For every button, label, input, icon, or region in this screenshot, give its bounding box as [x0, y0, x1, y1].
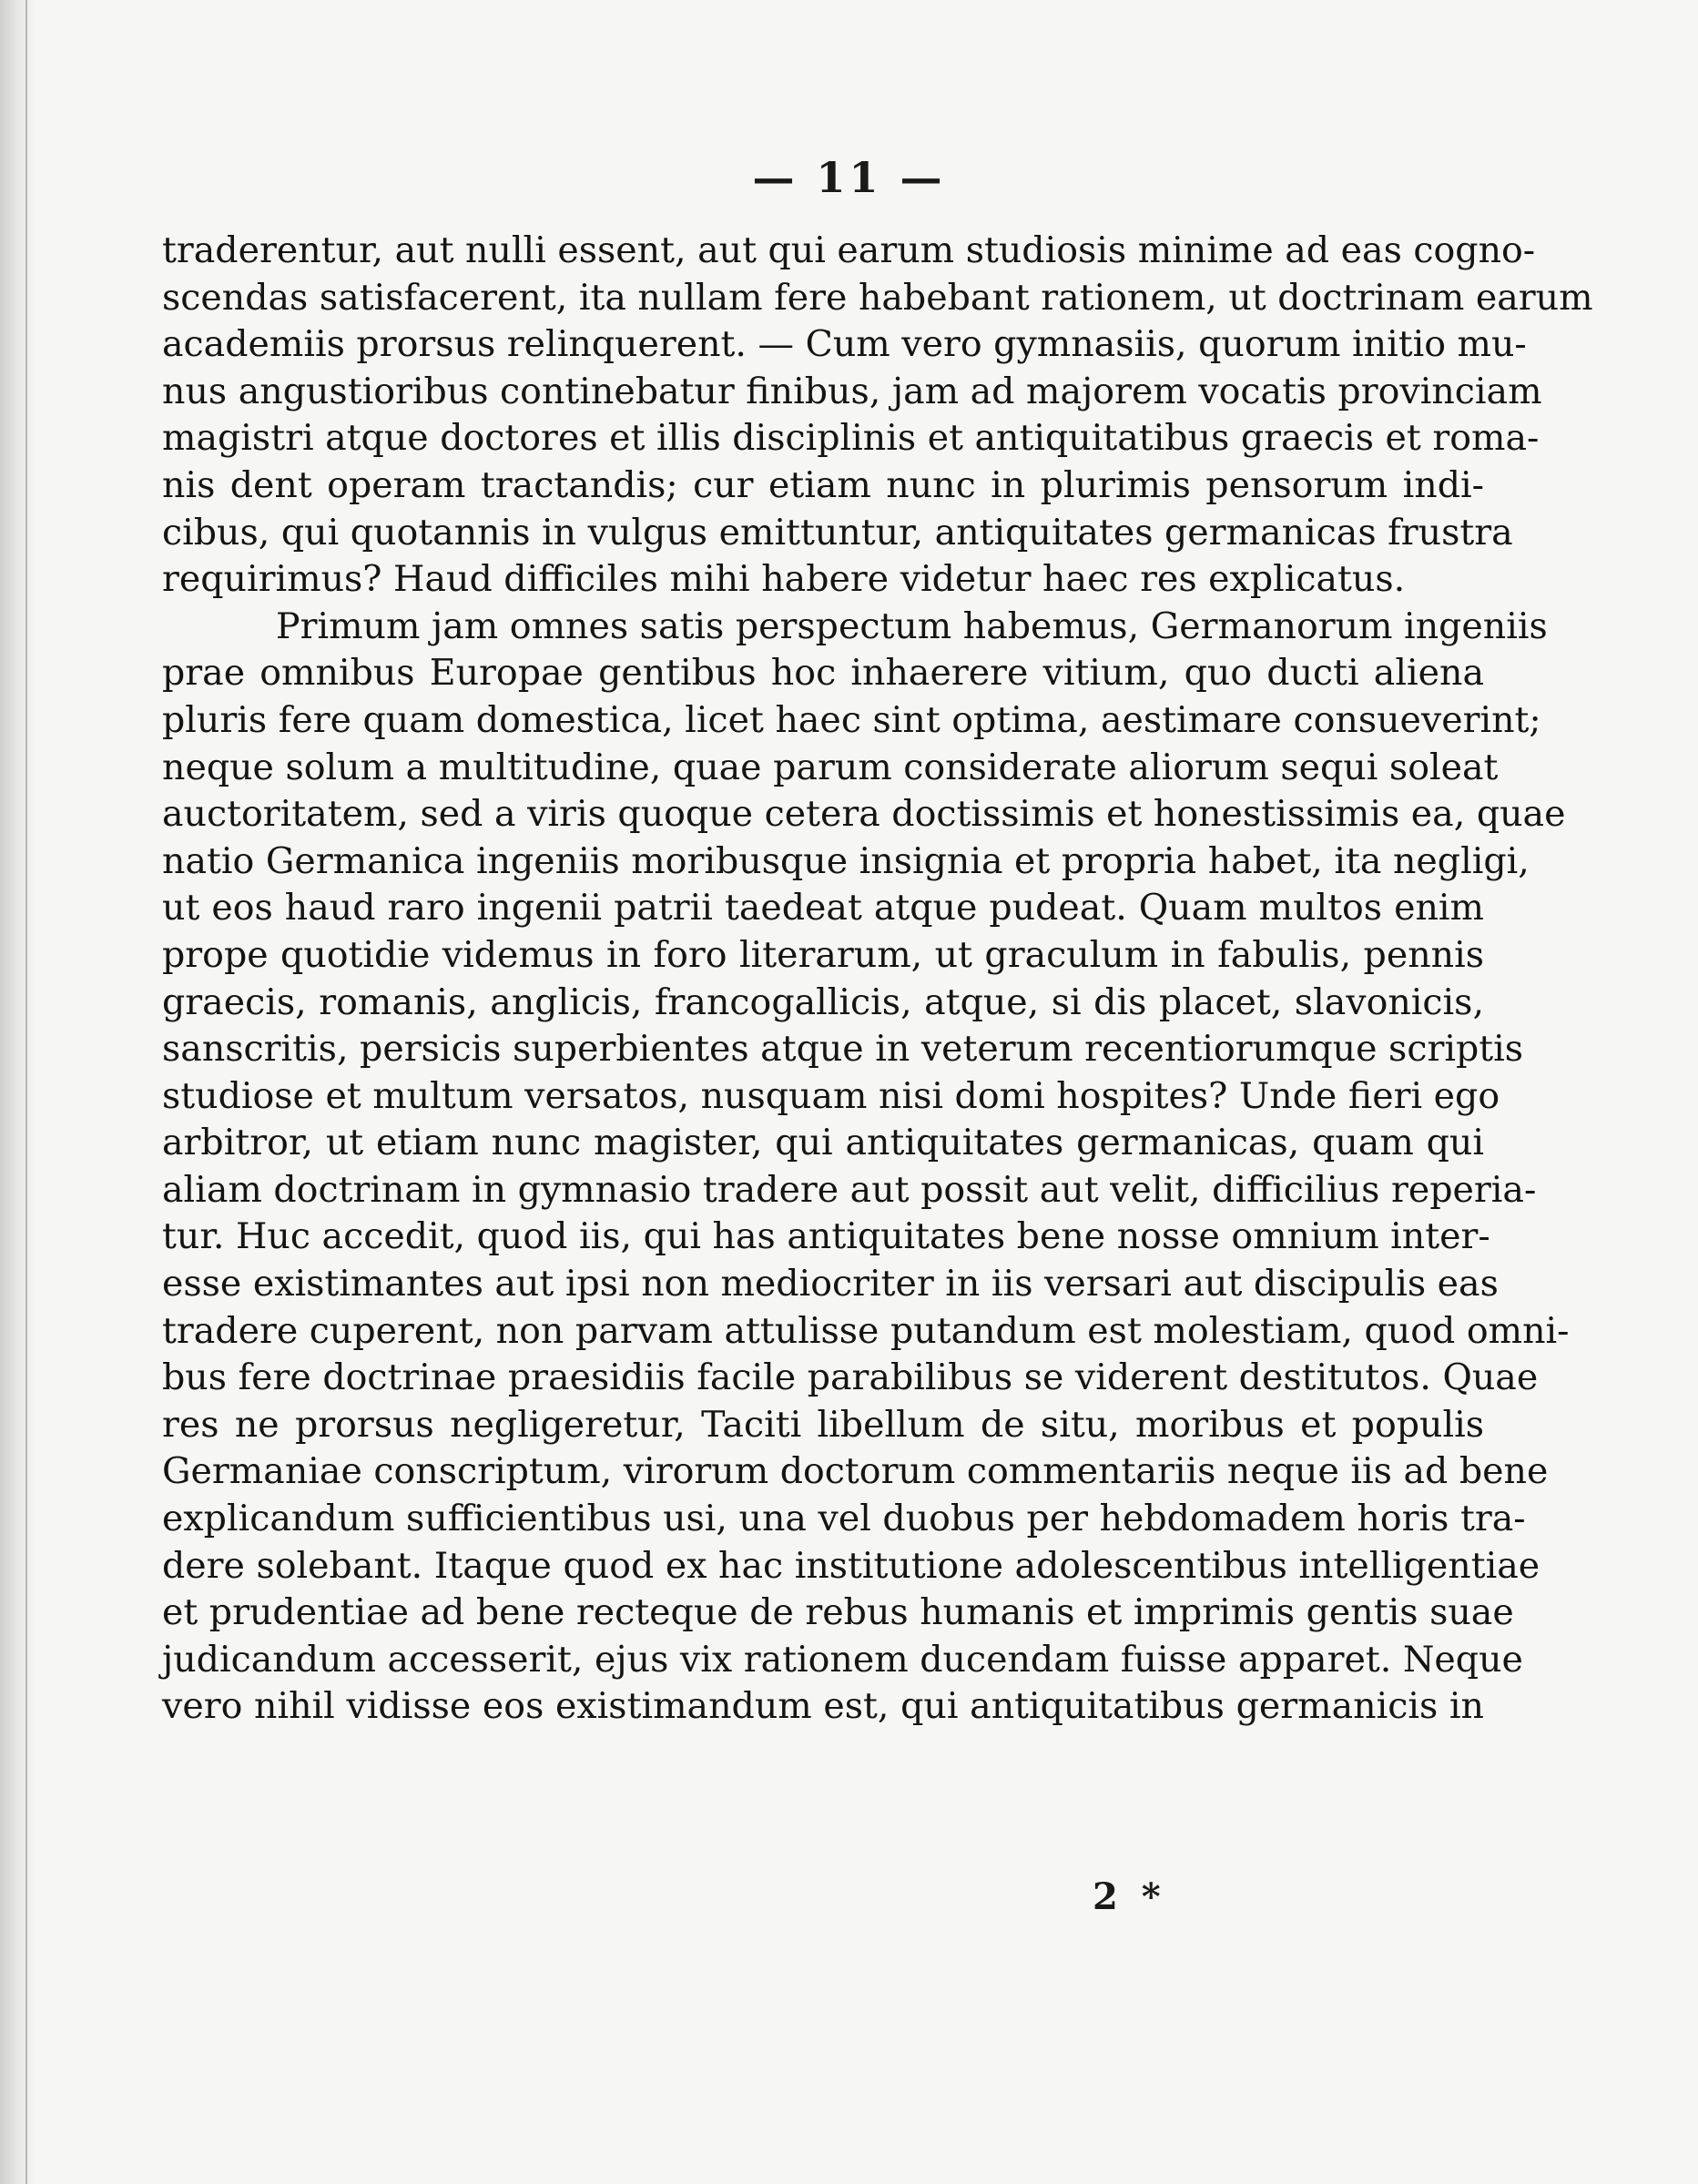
text-line: ut eos haud raro ingenii patrii taedeat atque pudeat. Quam multos enim	[162, 887, 1484, 929]
text-line: graecis, romanis, anglicis, francogallicis, atque, si dis placet, slavonicis,	[162, 980, 1484, 1023]
text-line: nis dent operam tractandis; cur etiam nunc in plurimis pensorum indi-	[162, 463, 1484, 506]
text-body	[162, 228, 1593, 1731]
page-edge-line	[25, 0, 27, 2184]
text-line: sanscritis, persicis superbientes atque in veterum recentiorumque scriptis	[162, 1028, 1524, 1071]
text-line: vero nihil vidisse eos existimandum est, qui antiquitatibus germanicis in	[162, 1685, 1484, 1728]
text-line: aliam doctrinam in gymnasio tradere aut possit aut velit, difficilius reperia-	[162, 1168, 1537, 1211]
text-line: studiose et multum versatos, nusquam nisi domi hospites? Unde fieri ego	[162, 1074, 1500, 1117]
text-line: traderentur, aut nulli essent, aut qui earum studiosis minime ad eas cogno-	[162, 229, 1536, 271]
text-line: res ne prorsus negligeretur, Taciti libellum de situ, moribus et populis	[162, 1403, 1484, 1446]
text-line: nus angustioribus continebatur finibus, jam ad majorem vocatis provinciam	[162, 370, 1542, 412]
signature-mark: 2 *	[1093, 1875, 1166, 1918]
paragraph-end-line: requirimus? Haud difficiles mihi habere videtur haec res explicatus.	[162, 558, 1406, 601]
text-line: esse existimantes aut ipsi non mediocriter in iis versari aut discipulis eas	[162, 1263, 1499, 1305]
text-line: dere solebant. Itaque quod ex hac institutione adolescentibus intelligentiae	[162, 1544, 1540, 1587]
text-line: academiis prorsus relinquerent. — Cum vero gymnasiis, quorum initio mu-	[162, 323, 1527, 366]
paragraph-start-line: Primum jam omnes satis perspectum habemus, Germanorum ingeniis	[276, 604, 1548, 647]
text-line: neque solum a multitudine, quae parum considerate aliorum sequi soleat	[162, 746, 1499, 788]
text-line: magistri atque doctores et illis disciplinis et antiquitatibus graecis et roma-	[162, 417, 1540, 460]
text-line: arbitror, ut etiam nunc magister, qui antiquitates germanicas, quam qui	[162, 1122, 1484, 1164]
page-number: — 11 —	[752, 153, 946, 202]
text-line: judicandum accesserit, ejus vix rationem ducendam fuisse apparet. Neque	[162, 1638, 1523, 1681]
text-line: natio Germanica ingeniis moribusque insignia et propria habet, ita negligi,	[162, 839, 1530, 882]
text-line: tradere cuperent, non parvam attulisse putandum est molestiam, quod omni-	[162, 1309, 1570, 1352]
text-line: Germaniae conscriptum, virorum doctorum commentariis neque iis ad bene	[162, 1450, 1549, 1493]
text-line: scendas satisfacerent, ita nullam fere habebant rationem, ut doctrinam earum	[162, 276, 1593, 319]
text-line: et prudentiae ad bene recteque de rebus humanis et imprimis gentis suae	[162, 1591, 1514, 1634]
text-line: tur. Huc accedit, quod iis, qui has antiquitates bene nosse omnium inter-	[162, 1215, 1490, 1258]
text-line: auctoritatem, sed a viris quoque cetera doctissimis et honestissimis ea, quae	[162, 793, 1566, 836]
text-line: cibus, qui quotannis in vulgus emittuntur, antiquitates germanicas frustra	[162, 511, 1513, 554]
text-line: pluris fere quam domestica, licet haec sint optima, aestimare consueverint;	[162, 698, 1541, 741]
text-line: prope quotidie videmus in foro literarum, ut graculum in fabulis, pennis	[162, 933, 1484, 976]
text-line: explicandum sufficientibus usi, una vel duobus per hebdomadem horis tra-	[162, 1498, 1526, 1540]
text-line: prae omnibus Europae gentibus hoc inhaerere vitium, quo ducti aliena	[162, 652, 1484, 695]
page-spine-shadow	[0, 0, 36, 2184]
text-line: bus fere doctrinae praesidiis facile parabilibus se viderent destitutos. Quae	[162, 1356, 1539, 1399]
